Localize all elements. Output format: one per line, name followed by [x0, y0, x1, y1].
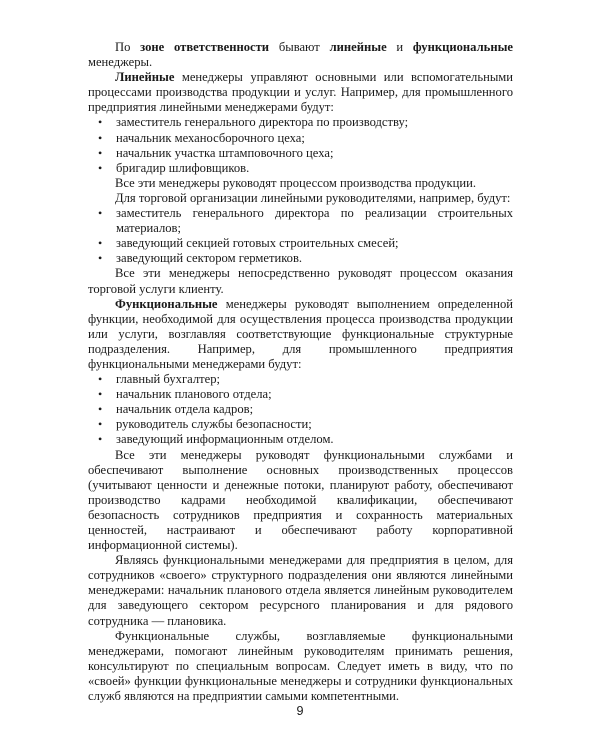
list-item: • руководитель службы безопасности; — [88, 417, 513, 432]
functional-list — [88, 372, 513, 447]
functional-paragraph: Функциональные менеджеры руководят выполнением определенной функции, необходимой для осуществления процесса производства продукции или услуги, возглавляя соответствующие функциональные структурные подразделения. Например, для промышленного предприятия функциональными менеджерами будут: — [88, 296, 513, 371]
list-item: • заведующий информационным отделом. — [88, 432, 513, 447]
list-item: • бригадир шлифовщиков. — [88, 161, 513, 176]
page-number: 9 — [296, 704, 304, 718]
term-responsibility-zone: зоне ответственности — [140, 40, 270, 54]
functional-summary: Все эти менеджеры руководят функциональными службами и обеспечивают выполнение основных производственных процессов (учитывают ценности и денежные потоки, планируют работу, обеспечивают производство кадрами необходимой квалификации, обеспечивают безопасность сотрудников предприятия и сохранность материальных ценностей, настраивают и обеспечивают работу корпоративной информационной системы). — [88, 447, 513, 553]
list-item: • главный бухгалтер; — [88, 372, 513, 387]
list-item: • заместитель генерального директора по производству; — [88, 115, 513, 130]
list-item: • начальник участка штамповочного цеха; — [88, 146, 513, 161]
list-item: • заместитель генерального директора по реализации строительных материалов; — [88, 206, 513, 236]
linear-summary: Все эти менеджеры руководят процессом производства продукции. — [115, 175, 477, 190]
list-item: • начальник планового отдела; — [88, 387, 513, 402]
linear-paragraph: Линейные менеджеры управляют основными или вспомогательными процессами производства продукции и услуг. Например, для промышленного предприятия линейными менеджерами будут: — [88, 70, 513, 115]
trade-intro: Для торговой организации линейными руководителями, например, будут: — [115, 190, 511, 205]
intro-paragraph: По зоне ответственности бывают линейные и функциональные менеджеры. — [88, 40, 513, 70]
term-functional: функциональные — [412, 40, 513, 54]
trade-summary: Все эти менеджеры непосредственно руководят процессом оказания торговой услуги клиенту. — [88, 266, 513, 296]
linear-list — [88, 115, 513, 175]
list-item: • начальник отдела кадров; — [88, 402, 513, 417]
list-item: • начальник механосборочного цеха; — [88, 131, 513, 146]
list-item: • заведующий секцией готовых строительных смесей; — [88, 236, 513, 251]
term-functional-lead: Функциональные — [115, 296, 218, 311]
trade-list — [88, 206, 513, 266]
term-linear: линейные — [329, 40, 387, 54]
list-item: • заведующий сектором герметиков. — [88, 251, 513, 266]
functional-services-paragraph: Функциональные службы, возглавляемые функциональными менеджерами, помогают линейным руководителям принимать решения, консультируют по специальным вопросам. Следует иметь в виду, что по «своей» функции функциональные менеджеры и сотрудники функциональных служб являются на предприятии самыми компетентными. — [88, 628, 513, 704]
relative-role-paragraph: Являясь функциональными менеджерами для предприятия в целом, для сотрудников «своего» структурного подразделения они являются линейными менеджерами: начальник планового отдела является линейным руководителем для заведующего сектором ресурсного планирования и для рядового сотрудника — плановика. — [88, 553, 513, 628]
document-page — [88, 40, 513, 704]
term-linear-lead: Линейные — [115, 70, 175, 85]
